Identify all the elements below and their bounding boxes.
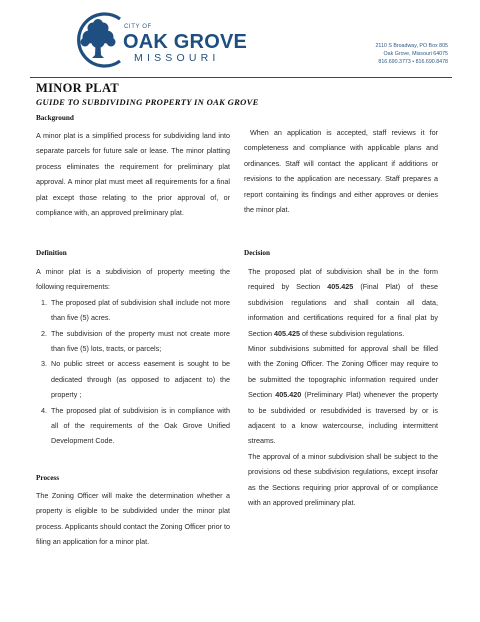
decision-text: The proposed plat of subdivision shall be in the form required by Section [248, 267, 438, 292]
header-divider [30, 77, 452, 78]
address-line: Oak Grove, Missouri 64075 [383, 51, 448, 57]
section-reference: 405.425 [273, 328, 300, 338]
logo-state-text: MISSOURI [134, 52, 220, 64]
requirement-item: 2. The subdivision of the property must not create more than five (5) lots, tracts, or parcels; [49, 326, 230, 357]
requirement-item: 3. No public street or access easement is sought to be dedicated through (as opposed to adjacent to) the property ; [49, 356, 230, 402]
page-title: MINOR PLAT [36, 81, 119, 95]
phone-line: 816.690.3773 • 816.690.8478 [378, 59, 448, 65]
decision-paragraph-2 [248, 341, 438, 449]
requirement-item: 1. The proposed plat of subdivision shall include not more than five (5) acres. [49, 295, 230, 326]
background-heading: Background [36, 114, 74, 122]
section-reference: 405.420 [275, 390, 302, 400]
section-reference: 405.425 [327, 282, 354, 292]
logo-city-text: CITY OF [124, 24, 152, 30]
decision-text: Minor subdivisions submitted for approval shall be filled with the Zoning Officer. The Zoning Officer may require to be submitted the topographic information required under Section [248, 344, 438, 400]
decision-paragraph-3: The approval of a minor subdivision shall be subject to the provisions od these subdivision regulations, except insofar as the Sections requiring prior approval of or compliance with an approved preliminary plat. [248, 451, 438, 508]
decision-section [248, 264, 438, 511]
decision-paragraph-1 [248, 264, 438, 341]
city-address-block [375, 42, 448, 66]
logo-name-text: OAK GROVE [123, 31, 248, 53]
process-paragraph: The Zoning Officer will make the determination whether a property is eligible to be subdivided under the minor plat process. Applicants should contact the Zoning Officer prior to filing an application for a minor plat. [36, 491, 230, 547]
background-paragraph: A minor plat is a simplified process for subdividing land into separate parcels for future sale or lease. The minor platting process eliminates the requirement for preliminary plat approval. A minor plat must meet all requirements for a final plat except those relating to the prior approval of, or compliance with, an approved preliminary plat. [36, 131, 230, 218]
decision-text: of these subdivision regulations. [299, 328, 405, 338]
requirements-list [36, 295, 230, 449]
process-heading: Process [36, 474, 60, 482]
decision-text: (Preliminary Plat) whenever the property to be subdivided or resubdivided is traversed by or is adjacent to a know watercourse, including intermittent streams. [248, 390, 438, 446]
definition-intro: A minor plat is a subdivision of property meeting the following requirements: [36, 267, 230, 292]
requirement-item: 4. The proposed plat of subdivision is in compliance with all of the requirements of the Oak Grove Unified Development Code. [49, 403, 230, 449]
definition-heading: Definition [36, 249, 67, 257]
application-review-paragraph: When an application is accepted, staff reviews it for completeness and compliance with applicable plans and ordinances. Staff will contact the applicant if additions or revisions to the application are necessary. Staff prepares a report containing its findings and either approves or denies the minor plat. [244, 128, 438, 215]
decision-text: (Final Plat) of these subdivision regulations and shall contain all data, information and certifications required for a final plat by Section [248, 282, 438, 338]
decision-heading: Decision [244, 249, 270, 257]
address-line: 2110 S Broadway, PO Box 805 [375, 43, 448, 49]
page-subtitle: GUIDE TO SUBDIVIDING PROPERTY IN OAK GROVE [36, 97, 259, 107]
definition-section [36, 264, 230, 449]
